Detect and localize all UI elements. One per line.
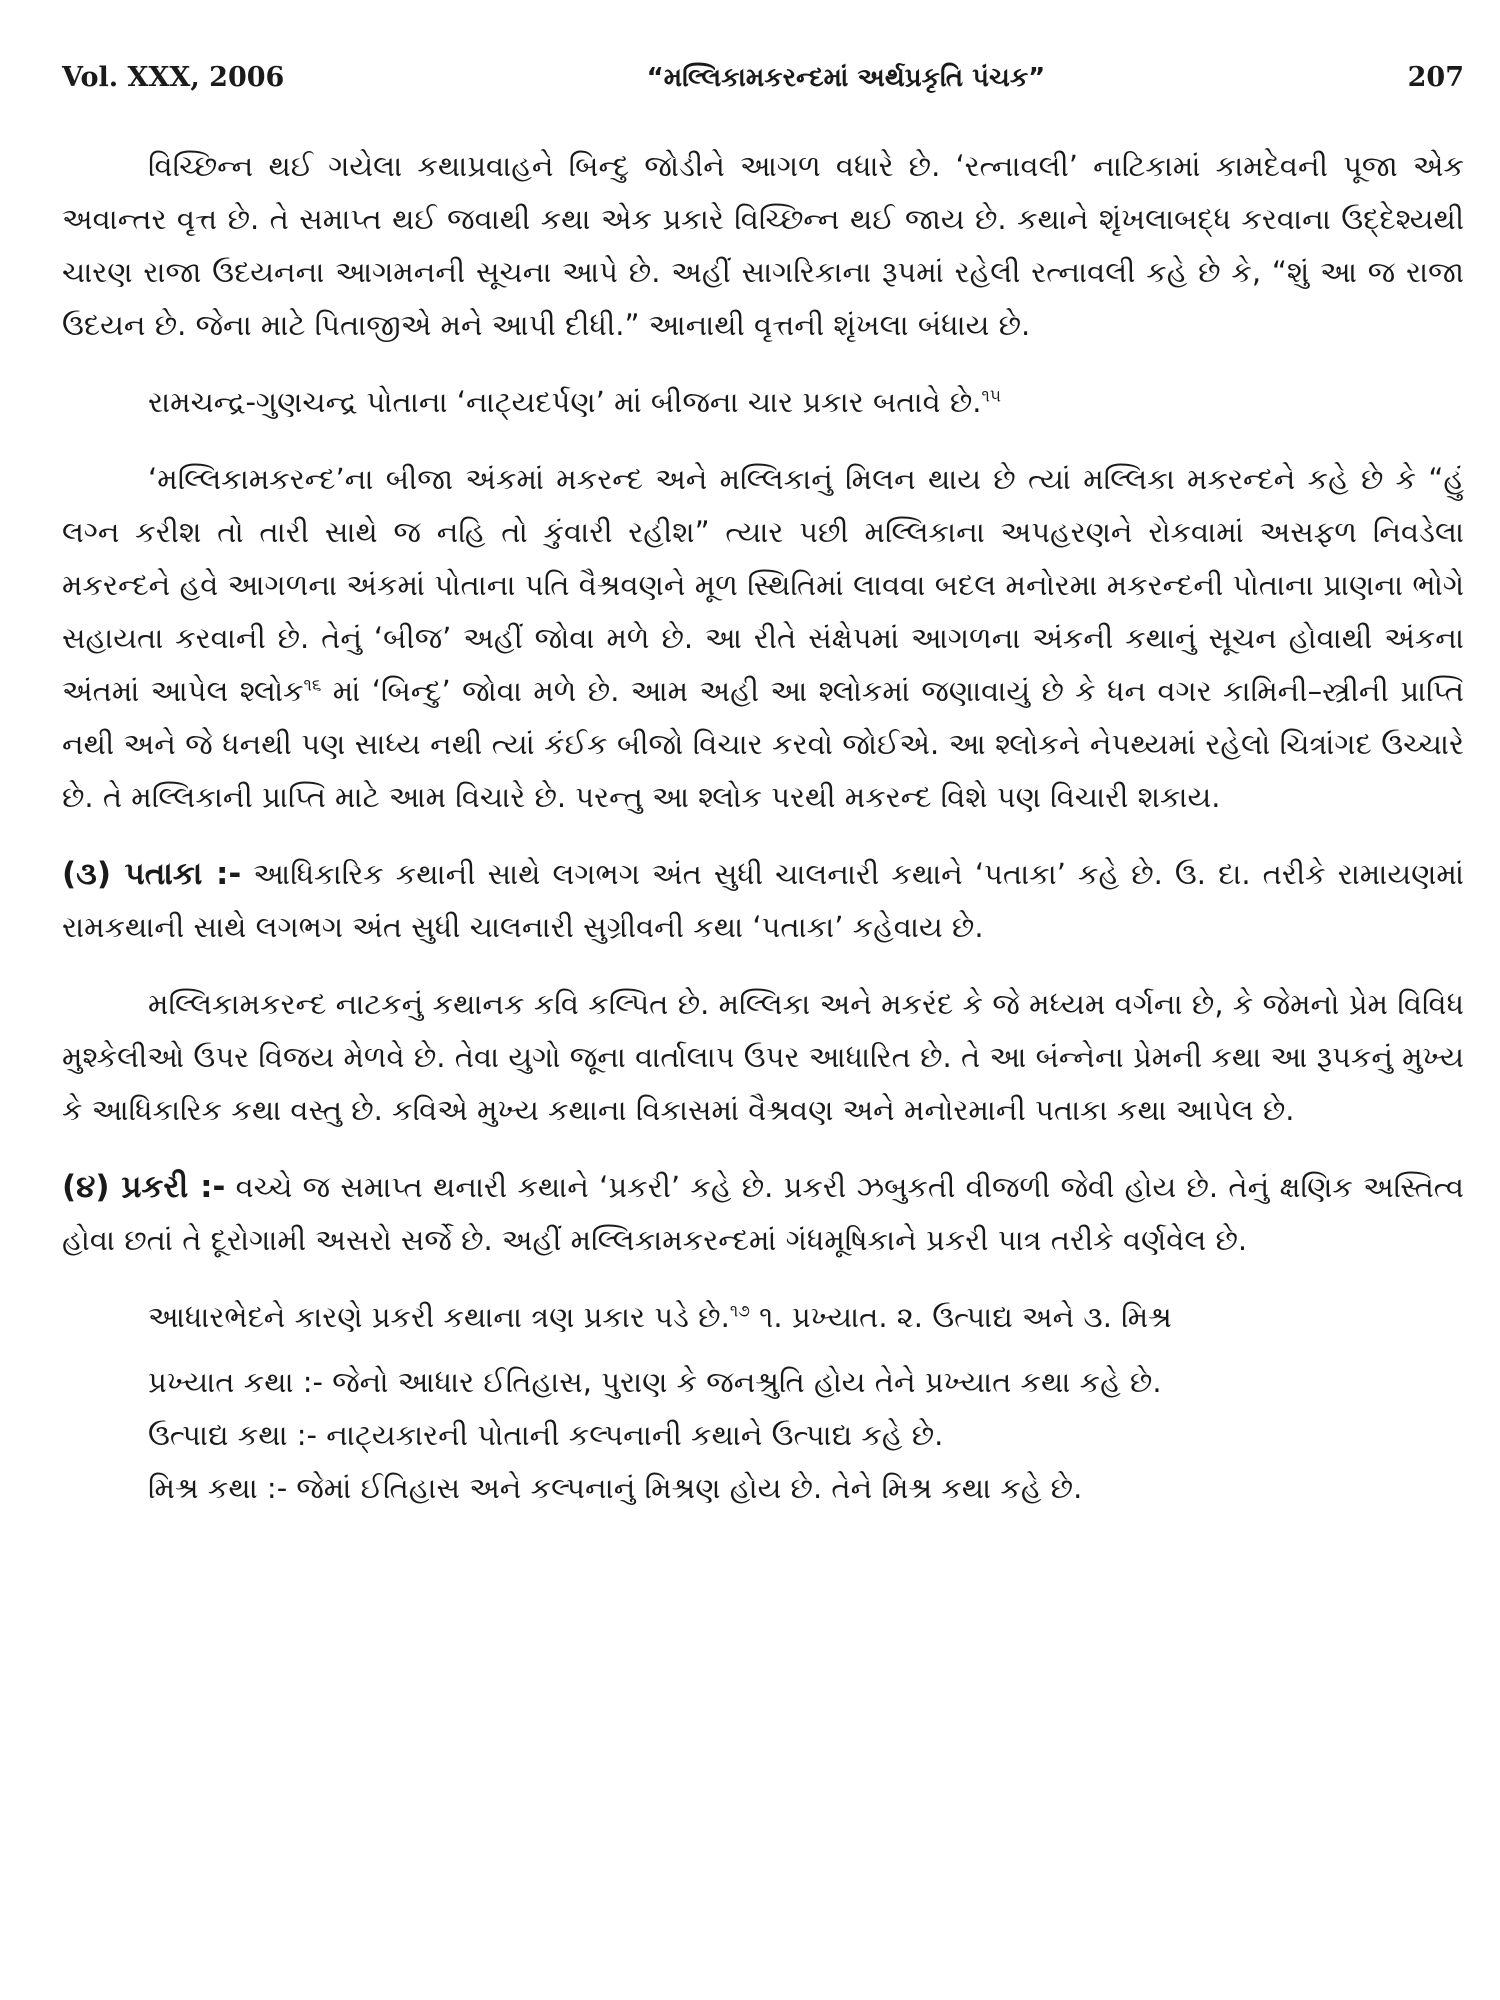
paragraph-natyadarpana: રામચન્દ્ર-ગુણચન્દ્ર પોતાના ‘નાટ્યદર્પણ’ માં બીજના ચાર પ્રકાર બતાવે છે.$^{૧૫}$ xyxy=(148,385,1002,419)
definition-mishra: મિશ્ર કથા :- જેમાં ઈતિહાસ અને કલ્પનાનું મિશ્રણ હોય છે. તેને મિશ્ર કથા કહે છે. xyxy=(148,1471,1083,1505)
section-heading-pataka: (૩) પતાકા :- xyxy=(62,856,242,892)
paragraph-kathanaka: મલ્લિકામકરન્દ નાટકનું કથાનક કવિ કલ્પિત છે. મલ્લિકા અને મકરંદ કે જે મધ્યમ વર્ગના છે, કે જેમનો પ્રેમ વિવિધ મુશ્કેલીઓ ઉપર વિજય મેળવે છે. તેવા યુગો જૂના વાર્તાલાપ ઉપર આધારિત છે. તે આ બંન્નેના પ્રેમની કથા આ રૂપકનું મુખ્ય કે આધિકારિક કથા વસ્તુ છે. કવિએ મુખ્ય કથાના વિકાસમાં વૈશ્રવણ અને મનોરમાની પતાકા કથા આપેલ છે. xyxy=(62,987,1464,1127)
paragraph-bindu-ratnavali: વિચ્છિન્ન થઈ ગયેલા કથાપ્રવાહને બિન્દુ જોડીને આગળ વધારે છે. ‘રત્નાવલી’ નાટિકામાં કામદેવની પૂજા એક અવાન્તર વૃત્ત છે. તે સમાપ્ત થઈ જવાથી કથા એક પ્રકારે વિચ્છિન્ન થઈ જાય છે. કથાને શૃંખલાબદ્ધ કરવાના ઉદ્દેશ્યથી ચારણ રાજા ઉદયનના આગમનની સૂચના આપે છે. અહીં સાગરિકાના રૂપમાં રહેલી રત્નાવલી કહે છે કે, “શું આ જ રાજા ઉદયન છે. જેના માટે પિતાજીએ મને આપી દીધી.” આનાથી વૃત્તની શૃંખલા બંધાય છે. xyxy=(62,149,1464,342)
footnote-mark: ૧૬ xyxy=(303,675,322,696)
definition-utpadya: ઉત્પાદ્ય કથા :- નાટ્યકારની પોતાની કલ્પનાની કથાને ઉત્પાદ્ય કહે છે. xyxy=(148,1418,944,1452)
section-heading-prakari: (૪) પ્રકરી :- xyxy=(62,1169,226,1205)
definition-prakhyata: પ્રખ્યાત કથા :- જેનો આધાર ઈતિહાસ, પુરાણ કે જનશ્રુતિ હોય તેને પ્રખ્યાત કથા કહે છે. xyxy=(148,1365,1162,1399)
paragraph-mallikamakaranda-bija: ‘મલ્લિકામકરન્દ’ના બીજા અંકમાં મકરન્દ અને મલ્લિકાનું મિલન થાય છે ત્યાં મલ્લિકા મકરન્દને કહે છે કે “હું લગ્ન કરીશ તો તારી સાથે જ નહિ તો કુંવારી રહીશ” ત્યાર પછી મલ્લિકાના અપહરણને રોકવામાં અસફળ નિવડેલા મકરન્દને હવે આગળના અંકમાં પોતાના પતિ વૈશ્રવણને મૂળ સ્થિતિમાં લાવવા બદલ મનોરમા મકરન્દની પોતાના પ્રાણના ભોગે સહાયતા કરવાની છે. તેનું ‘બીજ’ અહીં જોવા મળે છે. આ રીતે સંક્ષેપમાં આગળના અંકની કથાનું સૂચન હોવાથી અંકના અંતમાં આપેલ શ્લોક$^{૧૬}$ માં ‘બિન્દુ’ જોવા મળે છે. આમ અહી આ શ્લોકમાં જણાવાયું છે કે ધન વગર કામિની–સ્ત્રીની પ્રાપ્તિ નથી અને જે ધનથી પણ સાધ્ય નથી ત્યાં કંઈક બીજો વિચાર કરવો જોઈએ. આ શ્લોકને નેપથ્યમાં રહેલો ચિત્રાંગદ ઉચ્ચારે છે. તે મલ્લિકાની પ્રાપ્તિ માટે આમ વિચારે છે. પરન્તુ આ શ્લોક પરથી મકરન્દ વિશે પણ વિચારી શકાય. xyxy=(62,462,1464,814)
section-pataka: (૩) પતાકા :- આધિકારિક કથાની સાથે લગભગ અંત સુધી ચાલનારી કથાને ‘પતાકા’ કહે છે. ઉ. દા. તરીકે રામાયણમાં રામકથાની સાથે લગભગ અંત સુધી ચાલનારી સુગ્રીવની કથા ‘પતાકા’ કહેવાય છે. xyxy=(62,856,1464,944)
section-prakari: (૪) પ્રકરી :- વચ્ચે જ સમાપ્ત થનારી કથાને ‘પ્રકરી’ કહે છે. પ્રકરી ઝબુકતી વીજળી જેવી હોય છે. તેનું ક્ષણિક અસ્તિત્વ હોવા છતાં તે દૂરોગામી અસરો સર્જે છે. અહીં મલ્લિકામકરન્દમાં ગંધમૂષિકાને પ્રકરી પાત્ર તરીકે વર્ણવેલ છે. xyxy=(62,1169,1464,1257)
footnote-mark: ૧૫ xyxy=(981,386,1002,407)
running-header xyxy=(62,62,1464,106)
page-number: 207 xyxy=(1407,62,1464,93)
paragraph-prakari-types: આધારભેદને કારણે પ્રકરી કથાના ત્રણ પ્રકાર પડે છે.$^{૧૭}$ ૧. પ્રખ્યાત. ૨. ઉત્પાદ્ય અને ૩. મિશ્ર xyxy=(148,1300,1172,1334)
running-title: “મલ્લિકામકરન્દમાં અર્થપ્રકૃતિ પંચક” xyxy=(646,63,1046,93)
footnote-mark: ૧૭ xyxy=(729,1301,750,1322)
volume-year: Vol. XXX, 2006 xyxy=(62,62,285,93)
article-body xyxy=(62,140,1464,1515)
